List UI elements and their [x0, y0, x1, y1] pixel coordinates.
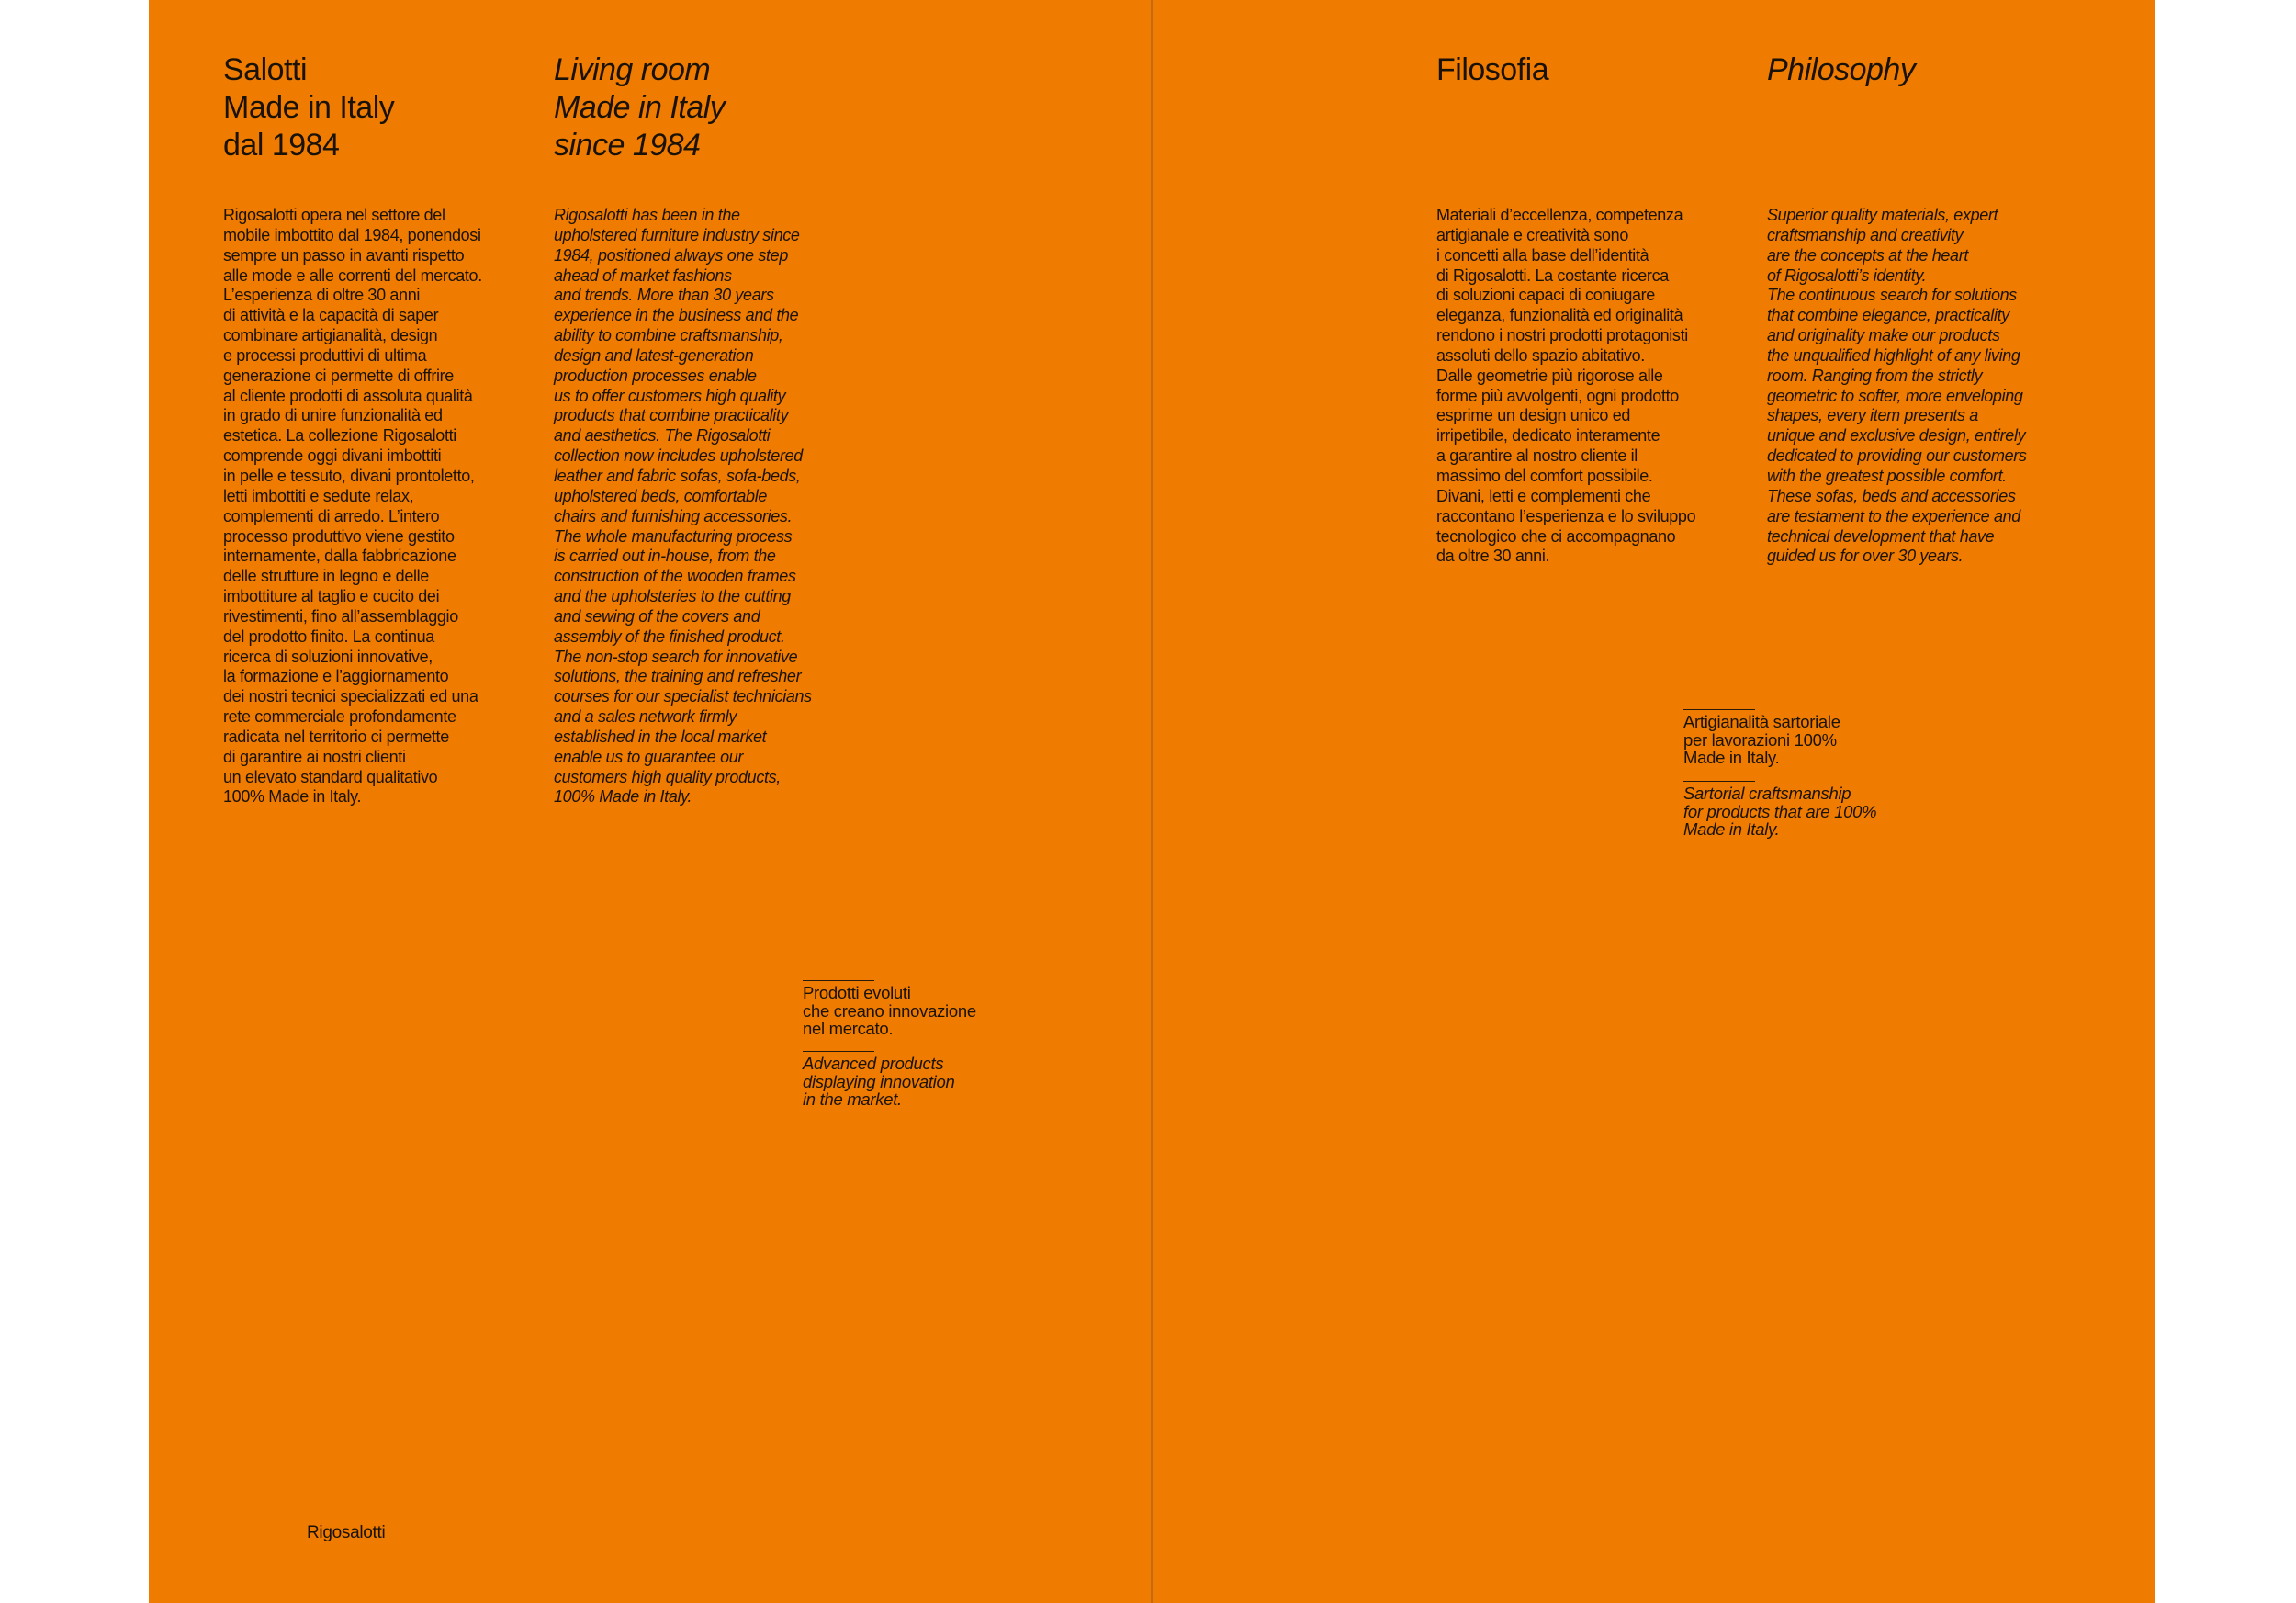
left-note-italian: Prodotti evoluti che creano innovazione nel mercato. — [803, 983, 976, 1038]
note-divider — [803, 1051, 874, 1052]
right-title-english: Philosophy — [1767, 52, 1916, 87]
left-body-italian: Rigosalotti opera nel settore del mobile imbottito dal 1984, ponendosi sempre un passo in avanti rispetto alle mode e alle correnti del mercato. L’esperienza di oltre 30 anni di attività e la capacità di saper combinare artigianalità, design e processi produttivi di ultima generazione ci permette di offrire al cliente prodotti di assoluta qualità in grado di unire funzionalità ed estetica. La collezione Rigosalotti comprende oggi divani imbottiti in pelle e tessuto, divani prontoletto, letti imbottiti e sedute relax, complementi di arredo. L’intero processo produttivo viene gestito internamente, dalla fabbricazione delle strutture in legno e delle imbottiture al taglio e cucito dei rivestimenti, fino all’assemblaggio del prodotto finito. La continua ricerca di soluzioni innovative, la formazione e l’aggiornamento dei nostri tecnici specializzati ed una rete commerciale profondamente radicata nel territorio ci permette di garantire ai nostri clienti un elevato standard qualitativo 100% Made in Italy. — [223, 206, 482, 807]
right-title-italian: Filosofia — [1436, 52, 1549, 87]
left-title-english: Living room Made in Italy since 1984 — [554, 52, 726, 163]
note-divider — [1683, 781, 1755, 782]
right-body-english: Superior quality materials, expert craftsmanship and creativity are the concepts at the heart of Rigosalotti’s identity. The continuous search for solutions that combine elegance, practicality and originality make our products the unqualified highlight of any living room. Ranging from the strictly geometric to softer, more enveloping shapes, every item presents a unique and exclusive design, entirely dedicated to providing our customers with the greatest possible comfort. These sofas, beds and accessories are testament to the experience and technical development that have guided us for over 30 years. — [1767, 206, 2027, 566]
note-divider — [1683, 709, 1755, 710]
left-title-italian: Salotti Made in Italy dal 1984 — [223, 52, 395, 163]
right-note-english: Sartorial craftsmanship for products that are 100% Made in Italy. — [1683, 784, 1877, 839]
right-note-italian: Artigianalità sartoriale per lavorazioni 100% Made in Italy. — [1683, 712, 1840, 767]
magazine-spread — [149, 0, 2155, 1603]
right-page — [1153, 0, 2155, 1603]
page-footer-brand: Rigosalotti — [307, 1523, 386, 1542]
left-note-english: Advanced products displaying innovation in the market. — [803, 1054, 955, 1109]
left-page — [149, 0, 1151, 1603]
note-divider — [803, 980, 874, 981]
right-body-italian: Materiali d’eccellenza, competenza artigianale e creatività sono i concetti alla base dell’identità di Rigosalotti. La costante ricerca di soluzioni capaci di coniugare eleganza, funzionalità ed originalità rendono i nostri prodotti protagonisti assoluti dello spazio abitativo. Dalle geometrie più rigorose alle forme più avvolgenti, ogni prodotto esprime un design unico ed irripetibile, dedicato interamente a garantire al nostro cliente il massimo del comfort possibile. Divani, letti e complementi che raccontano l’esperienza e lo sviluppo tecnologico che ci accompagnano da oltre 30 anni. — [1436, 206, 1696, 566]
left-body-english: Rigosalotti has been in the upholstered furniture industry since 1984, positioned always one step ahead of market fashions and trends. More than 30 years experience in the business and the ability to combine craftsmanship, design and latest-generation production processes enable us to offer customers high quality products that combine practicality and aesthetics. The Rigosalotti collection now includes upholstered leather and fabric sofas, sofa-beds, upholstered beds, comfortable chairs and furnishing accessories. The whole manufacturing process is carried out in-house, from the construction of the wooden frames and the upholsteries to the cutting and sewing of the covers and assembly of the finished product. The non-stop search for innovative solutions, the training and refresher courses for our specialist technicians and a sales network firmly established in the local market enable us to guarantee our customers high quality products, 100% Made in Italy. — [554, 206, 812, 807]
